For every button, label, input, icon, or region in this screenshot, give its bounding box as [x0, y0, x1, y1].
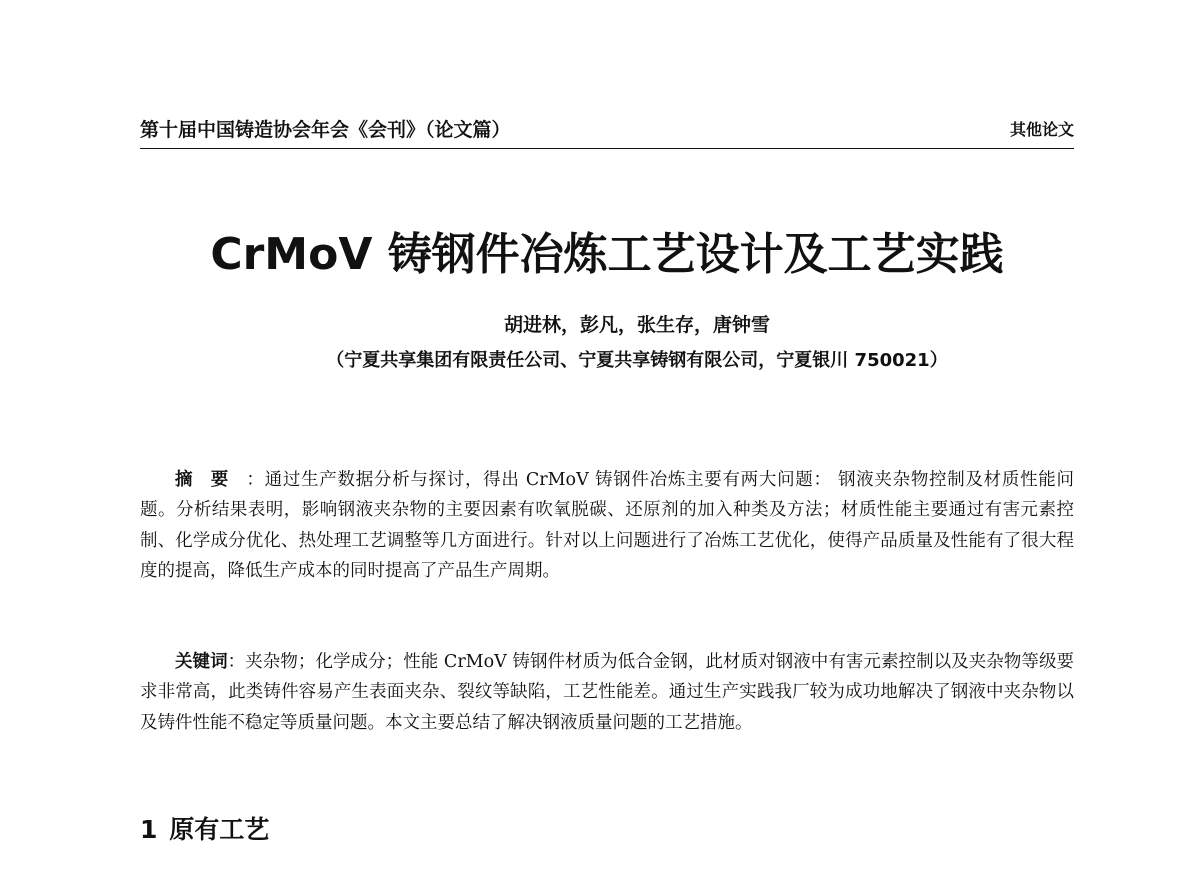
section-number: 1: [140, 815, 158, 844]
header-rule: [140, 148, 1074, 149]
running-header: [140, 117, 1074, 143]
abstract: [140, 465, 1074, 587]
keywords-separator: ：: [227, 652, 246, 672]
section-label: 其他论文: [1009, 120, 1074, 139]
section-title: 原有工艺: [169, 815, 270, 844]
abstract-text: 通过生产数据分析与探讨，得出 CrMoV 铸钢件冶炼主要有两大问题： 钢液夹杂物控制及材质性能问题。分析结果表明，影响钢液夹杂物的主要因素有吹氧脱碳、还原剂的加入种类及方法；材质性能主要通过有害元素控制、化学成分优化、热处理工艺调整等几方面进行。针对以上问题进行了冶炼工艺优化，使得产品质量及性能有了很大程度的提高，降低生产成本的同时提高了产品生产周期。: [140, 470, 1074, 582]
paper-title: CrMoV 铸钢件冶炼工艺设计及工艺实践: [210, 229, 1004, 280]
abstract-label: 摘要: [175, 470, 247, 490]
section-heading: [140, 812, 269, 848]
journal-name: 第十届中国铸造协会年会《会刊》（论文篇）: [140, 119, 511, 141]
authors: 胡进林，彭凡，张生存，唐钟雪: [503, 314, 770, 336]
keywords-label: 关键词: [175, 652, 228, 672]
abstract-separator: ：: [246, 470, 265, 490]
keywords-text: 夹杂物；化学成分；性能 CrMoV 铸钢件材质为低合金钢，此材质对钢液中有害元素控制以及夹杂物等级要求非常高，此类铸件容易产生表面夹杂、裂纹等缺陷，工艺性能差。通过生产实践我厂较为成功地解决了钢液中夹杂物以及铸件性能不稳定等质量问题。本文主要总结了解决钢液质量问题的工艺措施。: [140, 652, 1075, 733]
keywords: [140, 647, 1074, 738]
affiliation: （宁夏共享集团有限责任公司、宁夏共享铸钢有限公司，宁夏银川 750021）: [326, 350, 948, 371]
